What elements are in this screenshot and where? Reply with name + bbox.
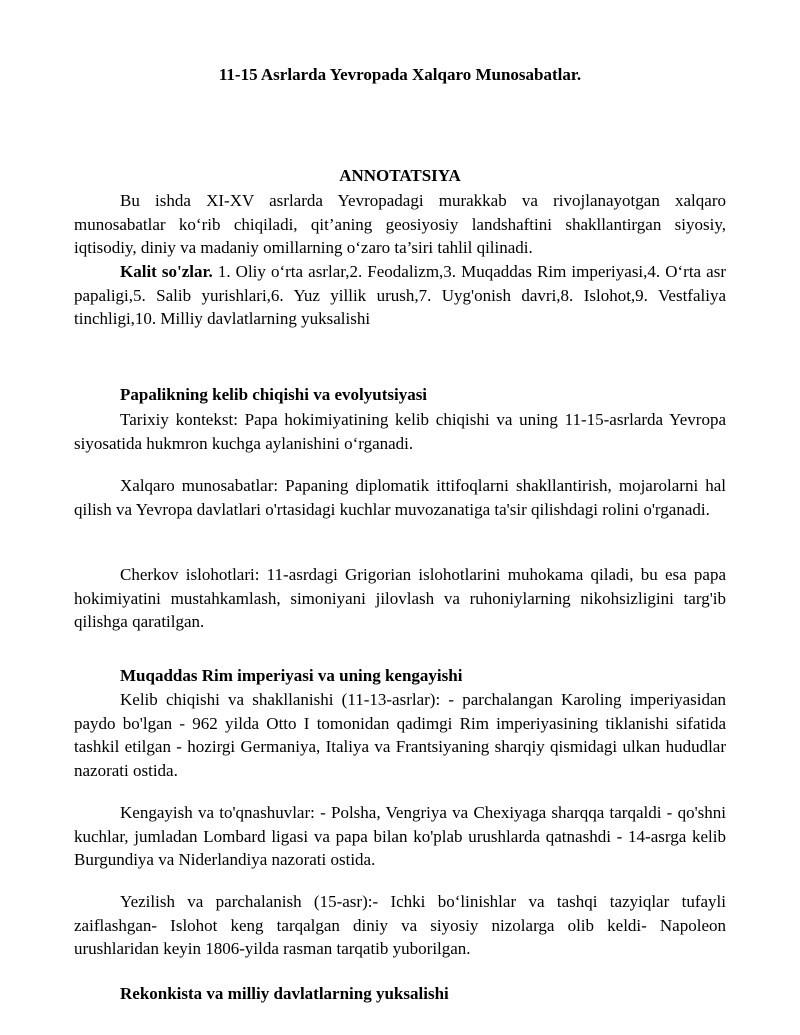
section-heading-reconquista: Rekonkista va milliy davlatlarning yuksalishi <box>120 984 449 1003</box>
paragraph-decline-fragmentation: Yezilish va parchalanish (15-asr):- Ichki bo‘linishlar va tashqi tazyiqlar tufayli zaiflashgan- Islohot keng tarqalgan diniy va siyosiy nizolarga olib keldi- Napoleon urushlaridan keyin 1806-yilda rasman tarqatib yuborilgan. <box>74 892 726 958</box>
section-heading-holy-roman-empire: Muqaddas Rim imperiyasi va uning kengayishi <box>120 666 463 685</box>
paragraph-church-reforms: Cherkov islohotlari: 11-asrdagi Grigorian islohotlarini muhokama qiladi, bu esa papa hokimiyatini mustahkamlash, simoniyani jilovlash va ruhoniylarning nikohsizligini targ'ib qilishga qaratilgan. <box>74 565 726 631</box>
section-heading-papacy: Papalikning kelib chiqishi va evolyutsiyasi <box>120 385 428 404</box>
paragraph-international-relations: Xalqaro munosabatlar: Papaning diplomatik ittifoqlarni shakllantirish, mojarolarni hal qilish va Yevropa davlatlari o'rtasidagi kuchlar muvozanatiga ta'sir qilishdagi rolini o'rganadi. <box>74 476 726 519</box>
keywords-paragraph <box>74 260 726 331</box>
annotation-body: Bu ishda XI-XV asrlarda Yevropadagi murakkab va rivojlanayotgan xalqaro munosabatlar ko‘rib chiqiladi, qit’aning geosiyosiy landshaftini shakllantirgan siyosiy, iqtisodiy, diniy va madaniy omillarning o‘zaro ta’siri tahlil qilinadi. <box>74 191 726 257</box>
paragraph-historical-context: Tarixiy kontekst: Papa hokimiyatining kelib chiqishi va uning 11-15-asrlarda Yevropa siyosatida hukmron kuchga aylanishini o‘rganadi. <box>74 410 726 453</box>
paragraph-expansion-conflicts: Kengayish va to'qnashuvlar: - Polsha, Vengriya va Chexiyaga sharqqa tarqaldi - qo'shni kuchlar, jumladan Lombard ligasi va papa bilan ko'plab urushlarda qatnashdi - 14-asrga kelib Burgundiya va Niderlandiya nazorati ostida. <box>74 803 726 869</box>
keywords-text: 1. Oliy o‘rta asrlar,2. Feodalizm,3. Muqaddas Rim imperiyasi,4. O‘rta asr papaligi,5. Salib yurishlari,6. Yuz yillik urush,7. Uyg'onish davri,8. Islohot,9. Vestfaliya tinchligi,10. Milliy davlatlarning yuksalishi <box>74 262 726 328</box>
annotation-heading: ANNOTATSIYA <box>339 166 461 185</box>
document-title: 11-15 Asrlarda Yevropada Xalqaro Munosabatlar. <box>218 65 582 84</box>
paragraph-origin-formation: Kelib chiqishi va shakllanishi (11-13-asrlar): - parchalangan Karoling imperiyasidan paydo bo'lgan - 962 yilda Otto I tomonidan qadimgi Rim imperiyasining tiklanishi sifatida tashkil etilgan - hozirgi Germaniya, Italiya va Frantsiyaning sharqiy qismidagi ulkan hududlar nazorati ostida. <box>74 690 726 780</box>
keywords-label: Kalit so'zlar. <box>120 262 213 281</box>
